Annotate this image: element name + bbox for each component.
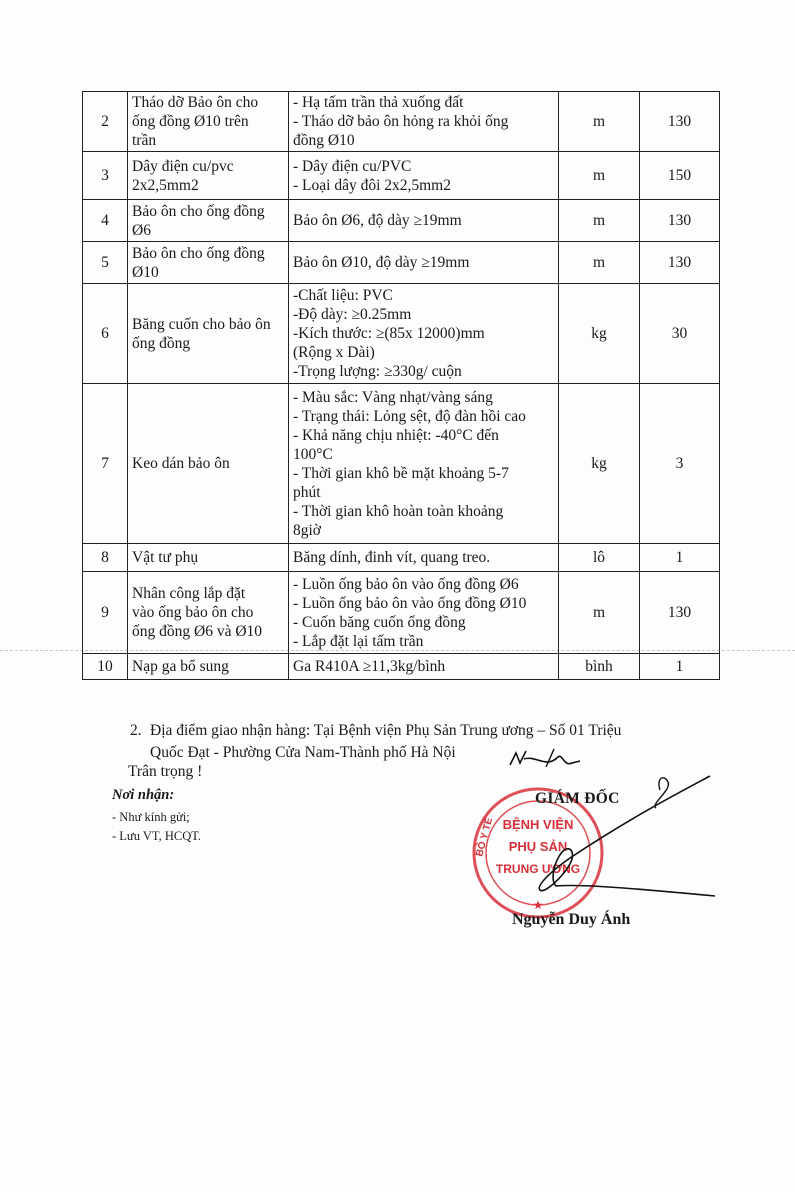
- item-name-line: Tháo dỡ Bảo ôn cho: [132, 94, 259, 111]
- table-row: [83, 654, 720, 680]
- item-name: [128, 384, 289, 544]
- item-spec-line: - Hạ tấm trần thả xuống đất: [293, 94, 464, 111]
- item-quantity: 1: [640, 544, 720, 572]
- table-row: [83, 384, 720, 544]
- item-spec-line: (Rộng x Dài): [293, 344, 375, 361]
- item-spec: [289, 654, 559, 680]
- item-number: 4: [83, 200, 128, 242]
- item-spec: [289, 284, 559, 384]
- recipient-item: - Như kính gửi;: [112, 810, 190, 824]
- item-unit: m: [559, 200, 640, 242]
- delivery-number: 2.: [130, 722, 142, 739]
- item-spec: [289, 92, 559, 152]
- item-number: 8: [83, 544, 128, 572]
- item-name-line: Ø10: [132, 263, 159, 281]
- item-unit: m: [559, 152, 640, 200]
- table-row: [83, 242, 720, 284]
- item-quantity: 3: [640, 384, 720, 544]
- item-name-line: Nạp ga bổ sung: [132, 658, 229, 675]
- item-quantity: 1: [640, 654, 720, 680]
- item-spec-line: - Luồn ống bảo ôn vào ống đồng Ø6: [293, 575, 519, 593]
- item-unit: m: [559, 242, 640, 284]
- item-spec-line: Ga R410A ≥11,3kg/bình: [293, 658, 446, 675]
- item-number: 7: [83, 384, 128, 544]
- item-name-line: Nhân công lắp đặt: [132, 585, 246, 602]
- item-number: 6: [83, 284, 128, 384]
- item-name: [128, 92, 289, 152]
- item-name-line: Vật tư phụ: [132, 549, 199, 566]
- item-quantity: 130: [640, 200, 720, 242]
- item-name-line: ống đồng Ø10 trên: [132, 113, 249, 130]
- item-spec-line: -Chất liệu: PVC: [293, 287, 393, 304]
- table-row: [83, 572, 720, 654]
- table-row: [83, 544, 720, 572]
- item-name: [128, 654, 289, 680]
- item-unit: m: [559, 572, 640, 654]
- recipients-title: Nơi nhận:: [112, 787, 175, 803]
- item-name-line: ống đồng Ø6 và Ø10: [132, 623, 263, 640]
- item-spec-line: -Trọng lượng: ≥330g/ cuộn: [293, 363, 462, 380]
- recipient-item: - Lưu VT, HCQT.: [112, 829, 202, 843]
- item-spec-line: Bảo ôn Ø6, độ dày ≥19mm: [293, 212, 462, 229]
- item-number: 2: [83, 92, 128, 152]
- item-spec-line: - Cuốn băng cuốn ống đồng: [293, 613, 466, 631]
- item-spec: [289, 242, 559, 284]
- table-row: [83, 284, 720, 384]
- materials-table: [82, 91, 720, 680]
- delivery-line-2: Quốc Đạt - Phường Cửa Nam-Thành phố Hà Nội: [150, 744, 456, 761]
- item-name: [128, 284, 289, 384]
- item-name-line: trần: [132, 132, 157, 149]
- item-spec-line: phút: [293, 483, 321, 501]
- item-quantity: 30: [640, 284, 720, 384]
- item-number: 10: [83, 654, 128, 680]
- item-spec-line: -Độ dày: ≥0.25mm: [293, 306, 412, 323]
- director-signature: [510, 768, 725, 908]
- stamp-line-3: TRUNG ƯƠNG: [495, 862, 581, 876]
- item-spec: [289, 572, 559, 654]
- item-number: 9: [83, 572, 128, 654]
- item-name-line: ống đồng: [132, 334, 191, 352]
- item-name: [128, 572, 289, 654]
- item-quantity: 150: [640, 152, 720, 200]
- item-unit: lô: [559, 544, 640, 572]
- director-title: GIÁM ĐỐC: [535, 790, 620, 807]
- item-name-line: Bảo ôn cho ống đồng: [132, 244, 265, 262]
- item-name: [128, 152, 289, 200]
- item-number: 5: [83, 242, 128, 284]
- item-name-line: Dây điện cu/pvc: [132, 157, 234, 175]
- item-name-line: Keo dán bảo ôn: [132, 455, 230, 472]
- item-name: [128, 200, 289, 242]
- director-name: Nguyễn Duy Ánh: [512, 911, 631, 928]
- item-spec-line: - Trạng thái: Lỏng sệt, độ đàn hồi cao: [293, 407, 526, 425]
- item-spec-line: - Loại dây đôi 2x2,5mm2: [293, 176, 451, 194]
- item-spec: [289, 152, 559, 200]
- item-spec-line: đồng Ø10: [293, 132, 355, 149]
- item-name-line: Bảo ôn cho ống đồng: [132, 202, 265, 220]
- item-spec: [289, 200, 559, 242]
- closing-text: Trân trọng !: [128, 763, 203, 780]
- table-row: [83, 152, 720, 200]
- item-spec-line: - Luồn ống bảo ôn vào ống đồng Ø10: [293, 594, 527, 612]
- item-name: [128, 544, 289, 572]
- item-spec: [289, 384, 559, 544]
- item-number: 3: [83, 152, 128, 200]
- item-spec-line: - Tháo dỡ bảo ôn hỏng ra khỏi ống: [293, 113, 509, 130]
- item-spec-line: -Kích thước: ≥(85x 12000)mm: [293, 325, 485, 342]
- item-name-line: vào ống bảo ôn cho: [132, 604, 254, 621]
- stamp-ministry: BỘ Y TẾ: [474, 816, 496, 858]
- stamp-line-2: PHỤ SẢN: [508, 839, 568, 854]
- item-spec-line: - Màu sắc: Vàng nhạt/vàng sáng: [293, 388, 493, 406]
- item-quantity: 130: [640, 242, 720, 284]
- table-row: [83, 92, 720, 152]
- item-spec-line: - Thời gian khô hoàn toàn khoảng: [293, 502, 504, 520]
- item-unit: bình: [559, 654, 640, 680]
- item-spec-line: - Dây điện cu/PVC: [293, 157, 412, 175]
- item-spec: [289, 544, 559, 572]
- item-unit: kg: [559, 384, 640, 544]
- item-name-line: Ø6: [132, 221, 151, 239]
- item-unit: m: [559, 92, 640, 152]
- item-spec-line: - Khả năng chịu nhiệt: -40°C đến: [293, 426, 499, 444]
- item-name: [128, 242, 289, 284]
- item-name-line: 2x2,5mm2: [132, 176, 199, 194]
- item-spec-line: - Lắp đặt lại tấm trần: [293, 632, 424, 650]
- star-icon: ★: [532, 898, 544, 912]
- item-unit: kg: [559, 284, 640, 384]
- delivery-line-1: Địa điểm giao nhận hàng: Tại Bệnh viện Phụ Sản Trung ương – Số 01 Triệu: [150, 722, 622, 739]
- table-row: [83, 200, 720, 242]
- stamp-line-1: BỆNH VIỆN: [502, 817, 574, 832]
- item-spec-line: Băng dính, đinh vít, quang treo.: [293, 549, 491, 566]
- item-spec-line: - Thời gian khô bề mặt khoảng 5-7: [293, 464, 509, 482]
- item-spec-line: Bảo ôn Ø10, độ dày ≥19mm: [293, 254, 470, 271]
- item-spec-line: 8giờ: [293, 521, 322, 539]
- item-quantity: 130: [640, 572, 720, 654]
- item-name-line: Băng cuốn cho bảo ôn: [132, 315, 271, 333]
- item-spec-line: 100°C: [293, 445, 333, 463]
- item-quantity: 130: [640, 92, 720, 152]
